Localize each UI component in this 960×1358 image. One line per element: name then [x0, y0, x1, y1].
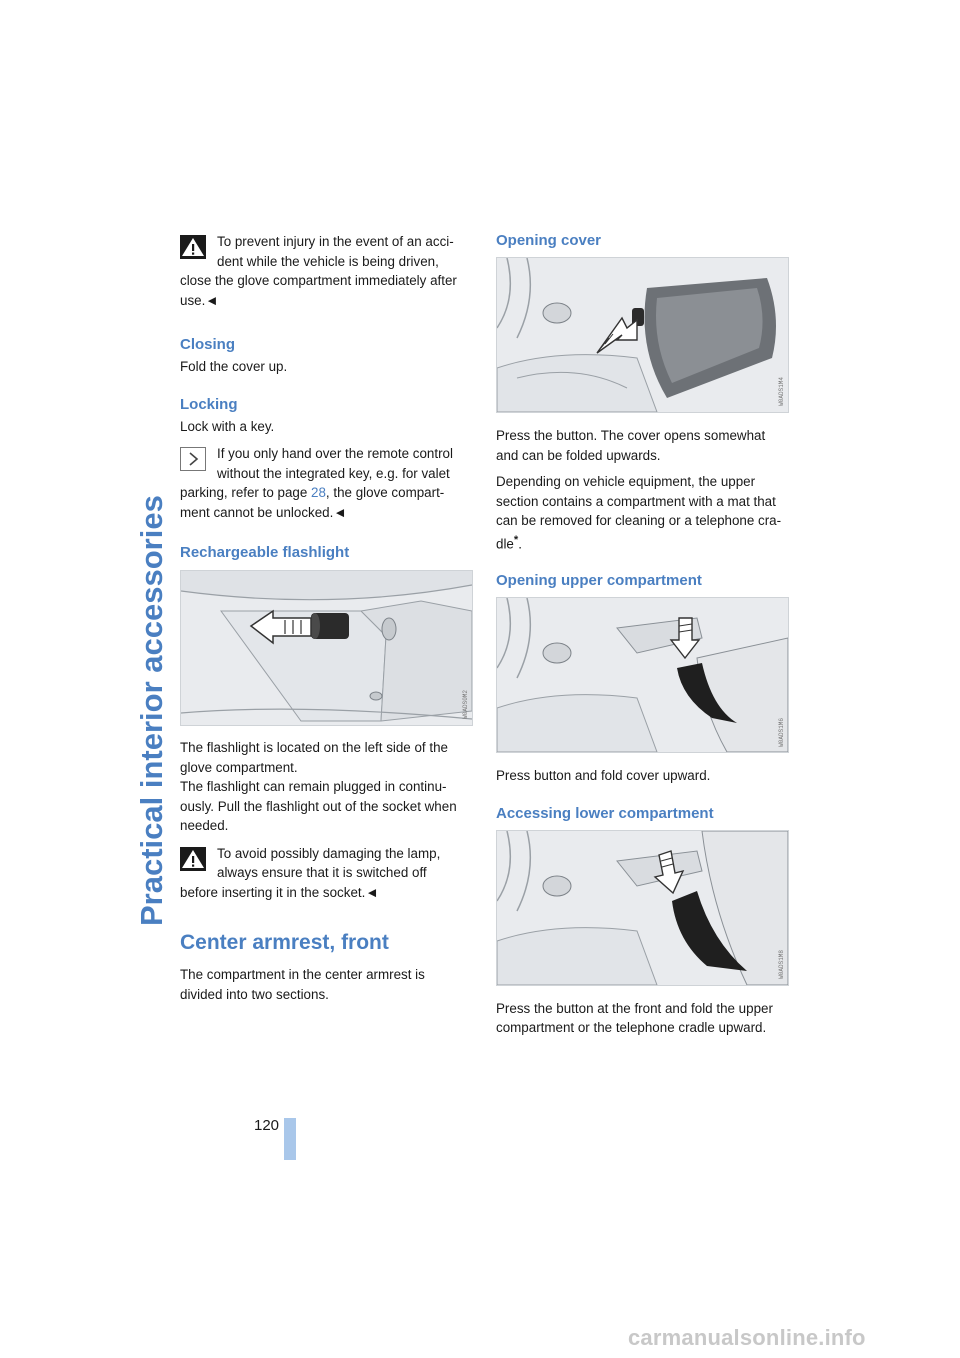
note-line2: without the integrated key, e.g. for valet	[217, 465, 450, 481]
heading-closing: Closing	[180, 336, 235, 353]
left-column	[180, 226, 475, 1004]
optional-equipment-star: *	[513, 533, 519, 546]
cover-text1-l2: and can be folded upwards.	[496, 447, 661, 463]
flashlight-warning-l3: before inserting it in the socket.◄	[180, 884, 379, 900]
flashlight-text2-l1: The flashlight can remain plugged in continu-	[180, 779, 447, 794]
note-line3a: parking, refer to page	[180, 485, 312, 500]
flashlight-figure	[180, 570, 473, 726]
cover-text2-l2: section contains a compartment with a mat that	[496, 493, 776, 509]
upper-compartment-figure-id: W0ADS1M6	[778, 717, 785, 747]
upper-compartment-figure	[496, 597, 789, 753]
cover-text2-l1: Depending on vehicle equipment, the upper	[496, 474, 756, 489]
armrest-text-l2: divided into two sections.	[180, 986, 329, 1002]
warning1-line2: dent while the vehicle is being driven,	[217, 253, 439, 269]
cover-text2-l4-text: dle	[496, 535, 514, 551]
flashlight-text1-l1: The flashlight is located on the left side of the	[180, 740, 448, 755]
footer-watermark: carmanualsonline.info	[628, 1325, 866, 1350]
note-line3	[180, 483, 475, 503]
lower-compartment-figure	[496, 830, 789, 986]
page-number: 120	[254, 1117, 280, 1134]
cover-text2-l4	[496, 531, 791, 554]
cover-text2-l3: can be removed for cleaning or a telephone cra-	[496, 513, 782, 528]
page-28-link[interactable]: 28	[311, 485, 326, 500]
upper-text: Press button and fold cover upward.	[496, 768, 711, 784]
note-valet-key	[180, 444, 475, 522]
flashlight-text1-l2: glove compartment.	[180, 759, 298, 775]
flashlight-text2-l3: needed.	[180, 818, 229, 833]
opening-cover-figure-id: W0ADS1M4	[778, 377, 785, 406]
warning1-line1: To prevent injury in the event of an acci-	[217, 234, 454, 249]
sidebar-section-title-svg	[128, 226, 172, 926]
note-line3b: , the glove compart-	[325, 485, 445, 500]
sidebar-section-title-box	[128, 226, 172, 926]
heading-opening-cover: Opening cover	[496, 232, 602, 249]
lower-text-l1: Press the button at the front and fold the upper	[496, 1000, 773, 1016]
page-marker-bar	[284, 1118, 296, 1160]
lower-text-l2: compartment or the telephone cradle upward.	[496, 1020, 767, 1036]
heading-lower-compartment: Accessing lower compartment	[496, 804, 714, 822]
armrest-text-l1: The compartment in the center armrest is	[180, 967, 425, 982]
flashlight-figure-id: W0ADS0M2	[462, 690, 469, 719]
sidebar-section-title: Practical interior accessories	[134, 495, 169, 926]
note-line4: ment cannot be unlocked.◄	[180, 504, 347, 520]
flashlight-illustration	[181, 571, 472, 725]
flashlight-warning-l1: To avoid possibly damaging the lamp,	[217, 845, 441, 861]
cover-text1-l1: Press the button. The cover opens somewhat	[496, 428, 766, 443]
cover-text2-end: .	[518, 535, 522, 551]
lower-compartment-figure-id: W0ADS1M8	[778, 950, 785, 979]
note-line1: If you only hand over the remote control	[217, 446, 453, 461]
heading-center-armrest: Center armrest, front	[180, 931, 389, 954]
flashlight-text2-l2: ously. Pull the flashlight out of the socket when	[180, 798, 457, 814]
warning-triangle-icon	[180, 235, 206, 259]
right-column	[496, 226, 791, 1038]
heading-upper-compartment: Opening upper compartment	[496, 572, 702, 590]
closing-text: Fold the cover up.	[180, 359, 288, 374]
upper-compartment-illustration	[497, 598, 788, 752]
warning-triangle-icon	[180, 847, 206, 871]
heading-locking: Locking	[180, 395, 238, 413]
warning-flashlight	[180, 844, 475, 903]
warning1-line4: use.◄	[180, 292, 219, 308]
flashlight-warning-l2: always ensure that it is switched off	[217, 865, 427, 880]
opening-cover-figure	[496, 257, 789, 413]
locking-text: Lock with a key.	[180, 418, 275, 434]
heading-flashlight: Rechargeable flashlight	[180, 544, 350, 561]
opening-cover-illustration	[497, 258, 788, 412]
lower-compartment-illustration	[497, 831, 788, 985]
warning-glove-compartment	[180, 232, 475, 310]
warning1-line3: close the glove compartment immediately after	[180, 273, 457, 288]
note-arrow-icon	[180, 447, 206, 471]
